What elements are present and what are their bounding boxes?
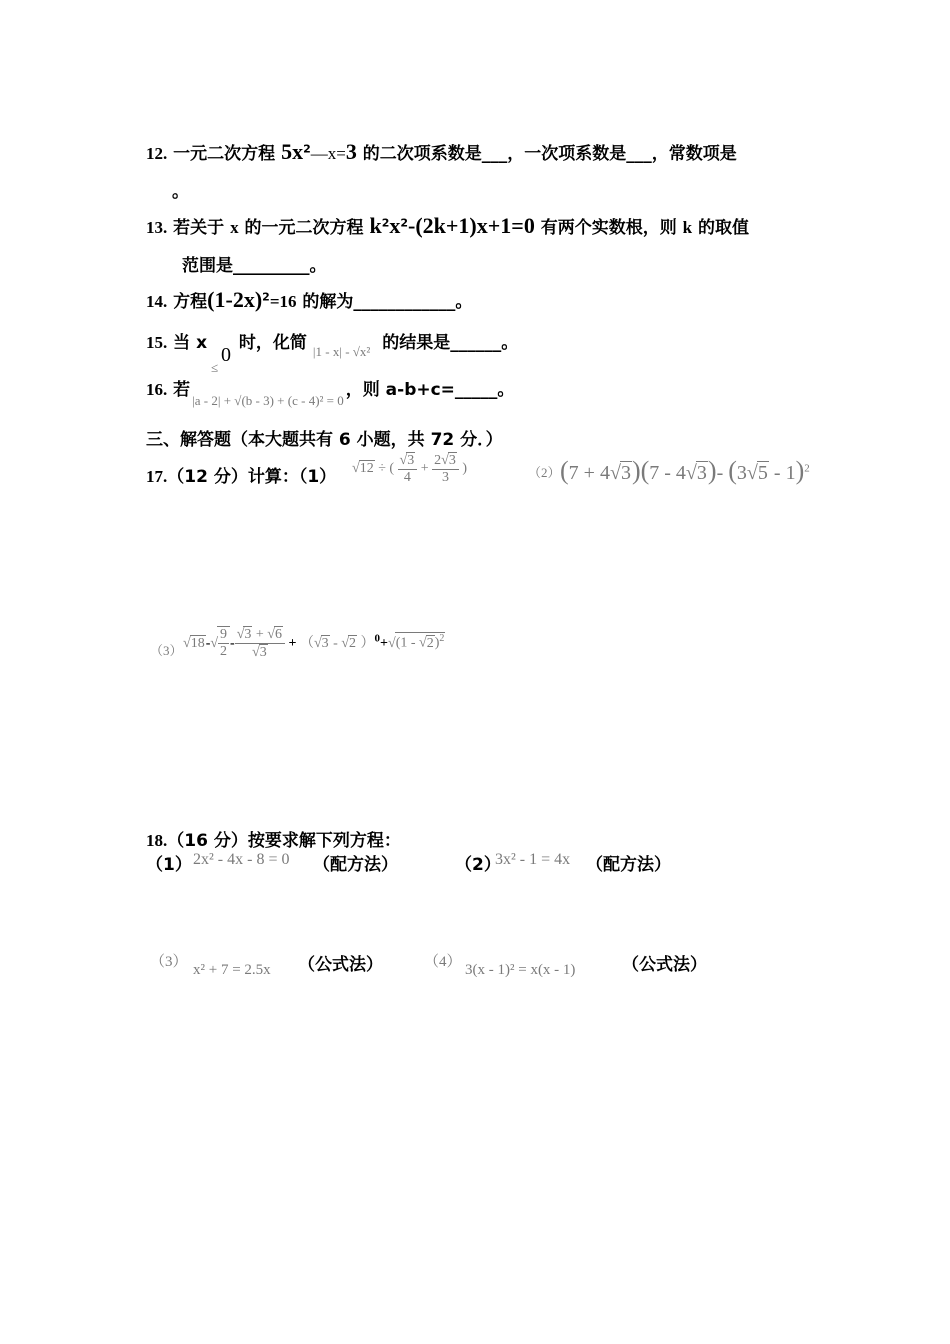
section-heading: 三、解答题（本大题共有 6 小题，共 72 分．） [146, 430, 503, 450]
question-12 [146, 139, 737, 165]
q15-expression: |1 - x| - √x² [312, 344, 371, 359]
q18-part2-expr: 3x² - 1 = 4x [495, 851, 571, 868]
q13-var: x [230, 218, 239, 237]
q12-expr-c: 3 [345, 139, 357, 164]
question-18 [146, 826, 401, 851]
question-15 [146, 328, 519, 375]
q13-text-c: 有两个实数根，则 [534, 218, 683, 238]
q12-text-a: 一元二次方程 [167, 144, 282, 164]
q12-continuation: 。 [172, 182, 189, 202]
q12-text-b: 的二次项系数是___，一次项系数是___，常数项是 [356, 144, 737, 164]
question-14 [146, 287, 472, 313]
q14-expr-b: =16 [269, 292, 297, 311]
q12-expr-b: —x= [310, 144, 346, 163]
q17-part2-label: （2） [528, 465, 561, 480]
q18-part3-label: （3） [150, 954, 188, 970]
q13-text-b: 的一元二次方程 [238, 218, 370, 238]
q13-text-d: 的取值 [692, 218, 750, 238]
q12-expr-a: 5x [281, 139, 304, 164]
q13-number: 13. [146, 218, 168, 237]
question-13 [146, 213, 749, 239]
q16-text-b: ，则 a-b+c=_____。 [345, 380, 515, 400]
q14-number: 14. [146, 292, 168, 311]
q15-number: 15. [146, 333, 168, 352]
question-17 [146, 462, 336, 487]
q13-continuation: 范围是_________。 [182, 256, 327, 276]
q14-expr-a: (1-2x) [207, 287, 263, 312]
q18-part1-label: （1） [146, 855, 192, 875]
q18-part3-method: （公式法） [298, 955, 383, 975]
q15-cond-symbol: ≤ [210, 360, 219, 375]
q18-text-a: （16 分）按要求解下列方程： [167, 831, 401, 851]
q18-part1-method: （配方法） [313, 855, 398, 875]
q14-text-a: 方程 [167, 292, 208, 312]
q13-expr-sup2: 2 [400, 216, 408, 230]
q16-number: 16. [146, 380, 168, 399]
q18-number: 18. [146, 831, 168, 850]
q17-part3-label: （3） [150, 643, 183, 658]
q18-part3-expr: x² + 7 = 2.5x [193, 962, 271, 978]
q13-expr-a: k [369, 213, 382, 238]
question-16 [146, 375, 515, 408]
q13-var-k: k [682, 218, 693, 237]
q12-expr-sup: 2 [303, 142, 311, 156]
q17-number: 17. [146, 467, 168, 486]
q18-part2-label: （2） [455, 855, 501, 875]
q14-expr-sup: 2 [262, 290, 270, 304]
q12-number: 12. [146, 144, 168, 163]
q13-expr-c: -(2k+1)x+1=0 [408, 213, 535, 238]
q18-part2-method: （配方法） [586, 855, 671, 875]
q18-part4-expr: 3(x - 1)² = x(x - 1) [465, 962, 576, 978]
q16-text-a: 若 [167, 380, 191, 400]
q18-part1-expr: 2x² - 4x - 8 = 0 [193, 851, 290, 868]
q13-expr-b: x [389, 213, 401, 238]
q14-text-b: 的解为____________。 [296, 292, 473, 312]
q15-text-a: 当 x [167, 333, 213, 353]
q13-expr-sup1: 2 [381, 216, 390, 230]
q18-part4-label: （4） [424, 954, 462, 970]
q17-text-a: （12 分）计算：（1） [167, 467, 337, 487]
q15-cond-value: 0 [220, 344, 231, 366]
q18-part4-method: （公式法） [622, 955, 707, 975]
q17-part1-formula: √12 ÷ ( $\frac{√3}{4}$ + $\frac{2√3}{3}$ ) [352, 453, 467, 485]
q16-expression: |a - 2| + √(b - 3) + (c - 4)² = 0 [192, 393, 344, 408]
q13-text-a: 若关于 [167, 218, 231, 238]
q17-part3-formula: √18-√ $\frac{9}{2}$ - $\frac{√3 + √6}{√3}$ + （√3 - √2 ）$^0$+√(1 - √2)$^2$ [183, 627, 445, 660]
q15-text-b: 时，化简 [232, 333, 307, 353]
q17-part2-formula: (7 + 4√3)(7 - 4√3)- (3√5 - 1)$^2$ [560, 456, 810, 485]
q15-text-c: 的结果是______。 [376, 333, 519, 353]
